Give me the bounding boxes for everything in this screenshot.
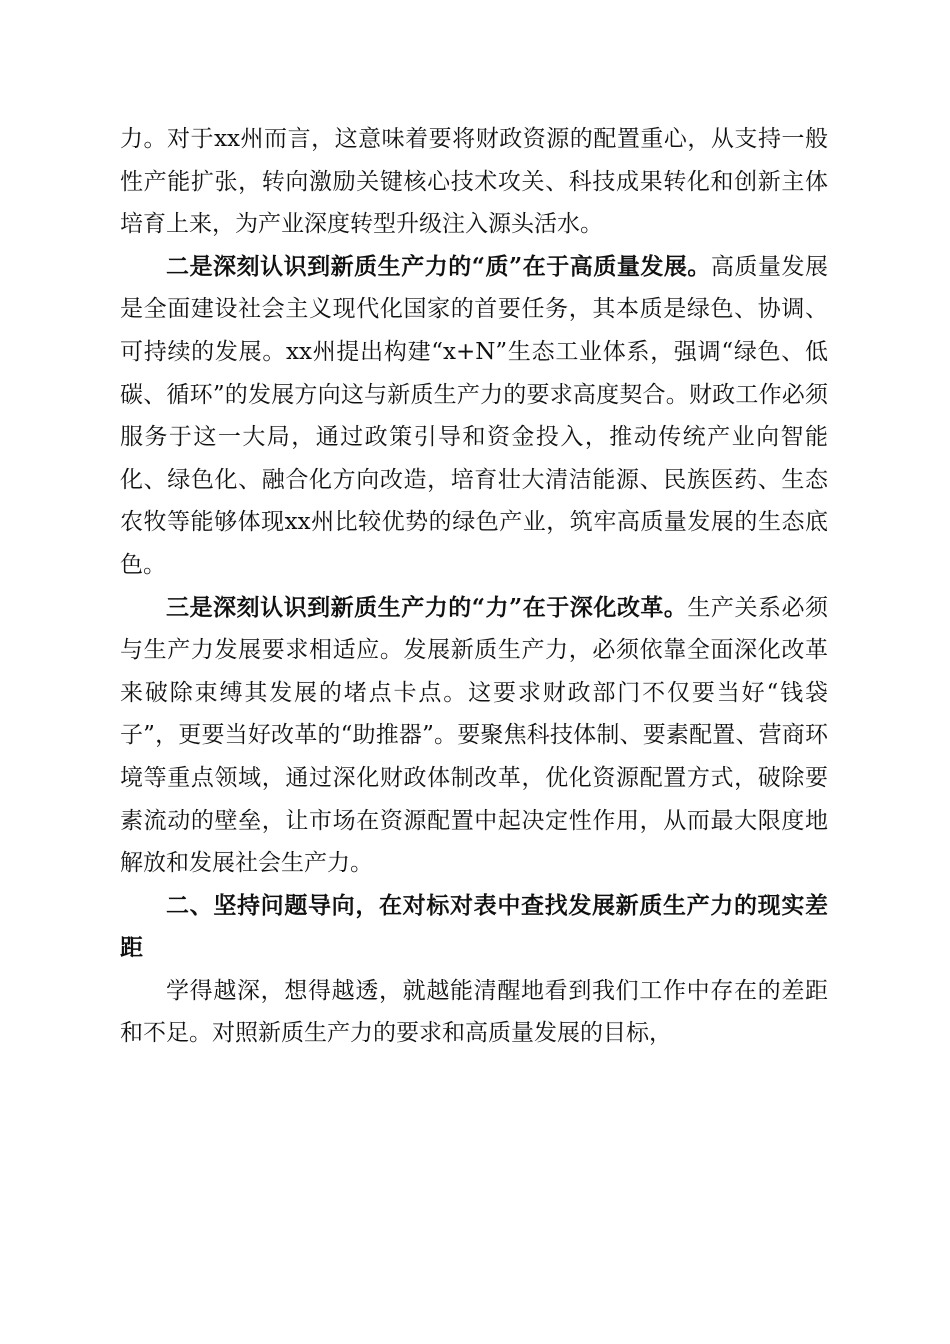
point-three-lead: 三是深刻认识到新质生产力的“力”在于深化改革。 xyxy=(166,593,688,621)
section-heading: 二、坚持问题导向，在对标对表中查找发展新质生产力的现实差距 xyxy=(120,892,828,962)
paragraph-point-three xyxy=(120,587,828,885)
document-body xyxy=(120,118,828,1055)
point-three-body: 生产关系必须与生产力发展要求相适应。发展新质生产力，必须依靠全面深化改革来破除束缚其发展的堵点卡点。这要求财政部门不仅要当好“钱袋子”，更要当好改革的“助推器”。要聚焦科技体制、要素配置、营商环境等重点领域，通过深化财政体制改革，优化资源配置方式，破除要素流动的壁垒，让市场在资源配置中起决定性作用，从而最大限度地解放和发展社会生产力。 xyxy=(120,594,829,877)
paragraph-point-two xyxy=(120,246,828,587)
point-two-lead: 二是深刻认识到新质生产力的“质”在于高质量发展。 xyxy=(166,252,711,280)
section-intro-paragraph: 学得越深，想得越透，就越能清醒地看到我们工作中存在的差距和不足。对照新质生产力的要求和高质量发展的目标， xyxy=(120,977,828,1047)
continuation-paragraph: 力。对于xx州而言，这意味着要将财政资源的配置重心，从支持一般性产能扩张，转向激励关键核心技术攻关、科技成果转化和创新主体培育上来，为产业深度转型升级注入源头活水。 xyxy=(120,126,828,238)
point-two-body: 高质量发展是全面建设社会主义现代化国家的首要任务，其本质是绿色、协调、可持续的发展。xx州提出构建“x+N”生态工业体系，强调“绿色、低碳、循环”的发展方向这与新质生产力的要求高度契合。财政工作必须服务于这一大局，通过政策引导和资金投入，推动传统产业向智能化、绿色化、融合化方向改造，培育壮大清洁能源、民族医药、生态农牧等能够体现xx州比较优势的绿色产业，筑牢高质量发展的生态底色。 xyxy=(120,253,828,578)
